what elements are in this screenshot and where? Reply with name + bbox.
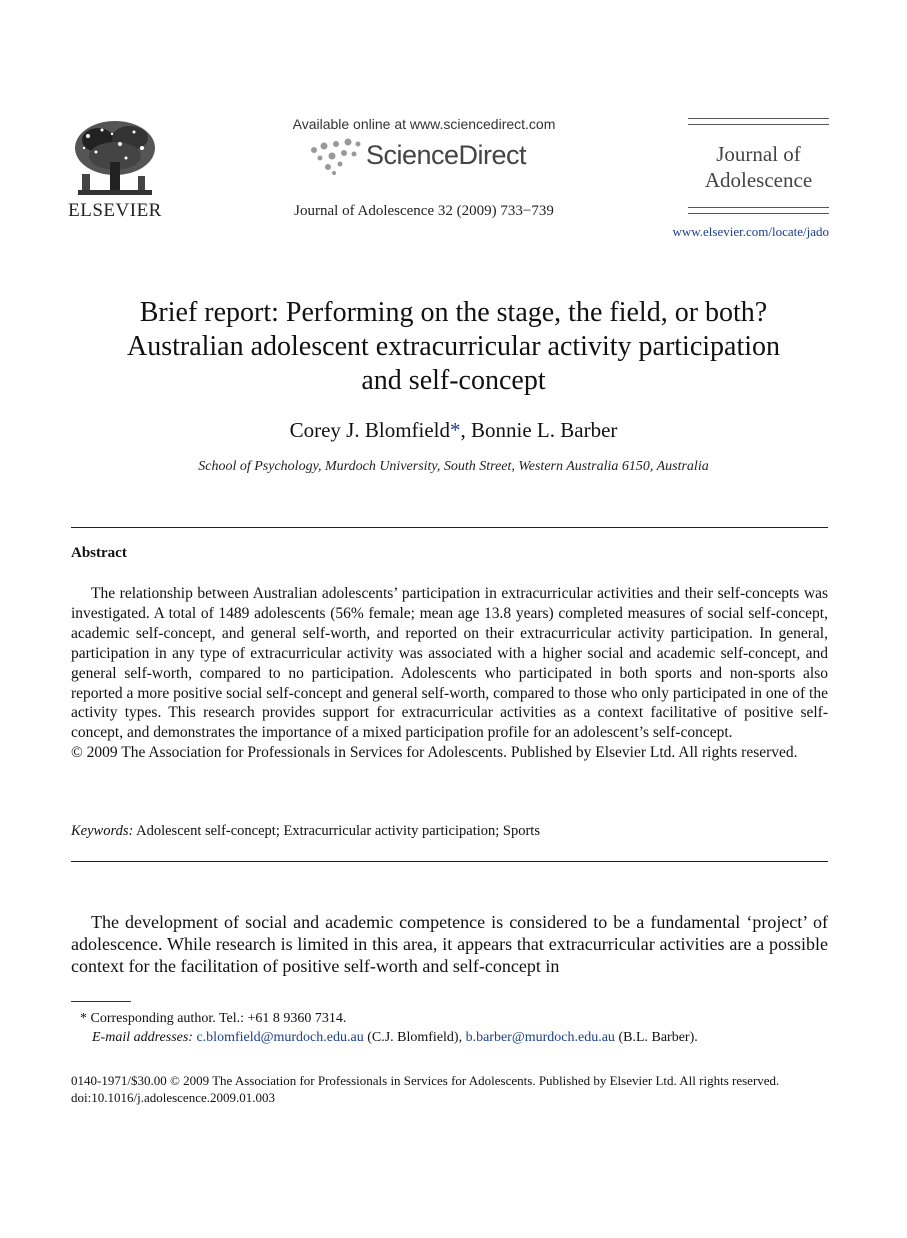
publisher-name: ELSEVIER	[68, 200, 162, 221]
corresponding-author-note: * Corresponding author. Tel.: +61 8 9360 7314.	[80, 1011, 347, 1026]
masthead-rule-top	[688, 118, 829, 125]
article-title-line3: and self-concept	[361, 365, 546, 396]
section-divider	[71, 861, 828, 862]
journal-masthead	[688, 118, 829, 214]
email-link[interactable]: c.blomfield@murdoch.edu.au	[196, 1030, 364, 1045]
author-list	[60, 418, 847, 443]
section-divider	[71, 527, 828, 528]
elsevier-tree-icon	[68, 118, 162, 198]
email-addresses	[71, 1028, 828, 1047]
doi-line[interactable]: doi:10.1016/j.adolescence.2009.01.003	[71, 1090, 275, 1105]
elsevier-logo	[68, 118, 162, 221]
journal-title-line2: Adolescence	[704, 168, 813, 192]
masthead-rule-bottom	[688, 207, 829, 214]
front-matter	[71, 1072, 828, 1106]
email-owner: (C.J. Blomfield),	[367, 1030, 463, 1045]
journal-title-line1: Journal of	[716, 142, 801, 166]
body-text	[71, 911, 828, 977]
abstract-body	[71, 584, 828, 763]
author-affiliation: School of Psychology, Murdoch University, South Street, Western Australia 6150, Australia	[198, 459, 709, 474]
issn-line: 0140-1971/$30.00 © 2009 The Association for Professionals in Services for Adolescents. Published by Elsevier Ltd. All rights reserved.	[71, 1073, 780, 1088]
abstract-paragraph: The relationship between Australian adolescents’ participation in extracurricular activities and their self-concepts was investigated. A total of 1489 adolescents (56% female; mean age 13.8 years) completed measures of social self-concept, academic self-concept, and general self-worth, and reported on their extracurricular activity participation. In general, participation in any type of extracurricular activity was associated with a higher social and academic self-concept, and general self-worth, compared to no participation. Adolescents who participated in both sports and non-sports also reported a more positive social self-concept and general self-worth, compared to those who only participated in one of the activity types. This research provides support for extracurricular activities as a context facilitative of positive self-concept, and demonstrates the importance of a mixed participation profile for an adolescent’s self-concept.	[71, 585, 828, 742]
email-owner: (B.L. Barber).	[618, 1030, 698, 1045]
article-title-line1: Brief report: Performing on the stage, the field, or both?	[139, 297, 768, 328]
available-online-text: Available online at www.sciencedirect.com	[292, 116, 556, 132]
journal-citation: Journal of Adolescence 32 (2009) 733−739	[294, 203, 554, 219]
sciencedirect-logo	[306, 134, 546, 178]
author-name: Corey J. Blomfield	[289, 418, 451, 442]
abstract-heading: Abstract	[71, 545, 127, 561]
footnote	[71, 1009, 828, 1047]
keywords-line	[71, 823, 828, 840]
email-label: E-mail addresses:	[92, 1030, 193, 1045]
footnote-rule	[71, 1001, 131, 1002]
journal-title	[688, 125, 829, 207]
keywords-label: Keywords:	[71, 823, 134, 839]
sciencedirect-name: ScienceDirect	[366, 140, 527, 170]
article-title-line2: Australian adolescent extracurricular activity participation	[126, 331, 781, 362]
sciencedirect-dots-icon	[306, 136, 362, 176]
email-link[interactable]: b.barber@murdoch.edu.au	[465, 1030, 615, 1045]
corresponding-author-marker[interactable]: *	[450, 418, 461, 442]
author-separator: ,	[460, 418, 472, 442]
article-title	[60, 296, 847, 398]
abstract-copyright: © 2009 The Association for Professionals in Services for Adolescents. Published by Elsevier Ltd. All rights reserved.	[71, 744, 798, 762]
body-paragraph: The development of social and academic competence is considered to be a fundamental ‘project’ of adolescence. While research is limited in this area, it appears that extracurricular activities are a possible context for the facilitation of positive self-worth and self-concept in	[71, 912, 828, 976]
author-name: Bonnie L. Barber	[471, 418, 618, 442]
journal-url-link[interactable]: www.elsevier.com/locate/jado	[672, 224, 829, 239]
keywords-list: Adolescent self-concept; Extracurricular activity participation; Sports	[136, 823, 540, 839]
